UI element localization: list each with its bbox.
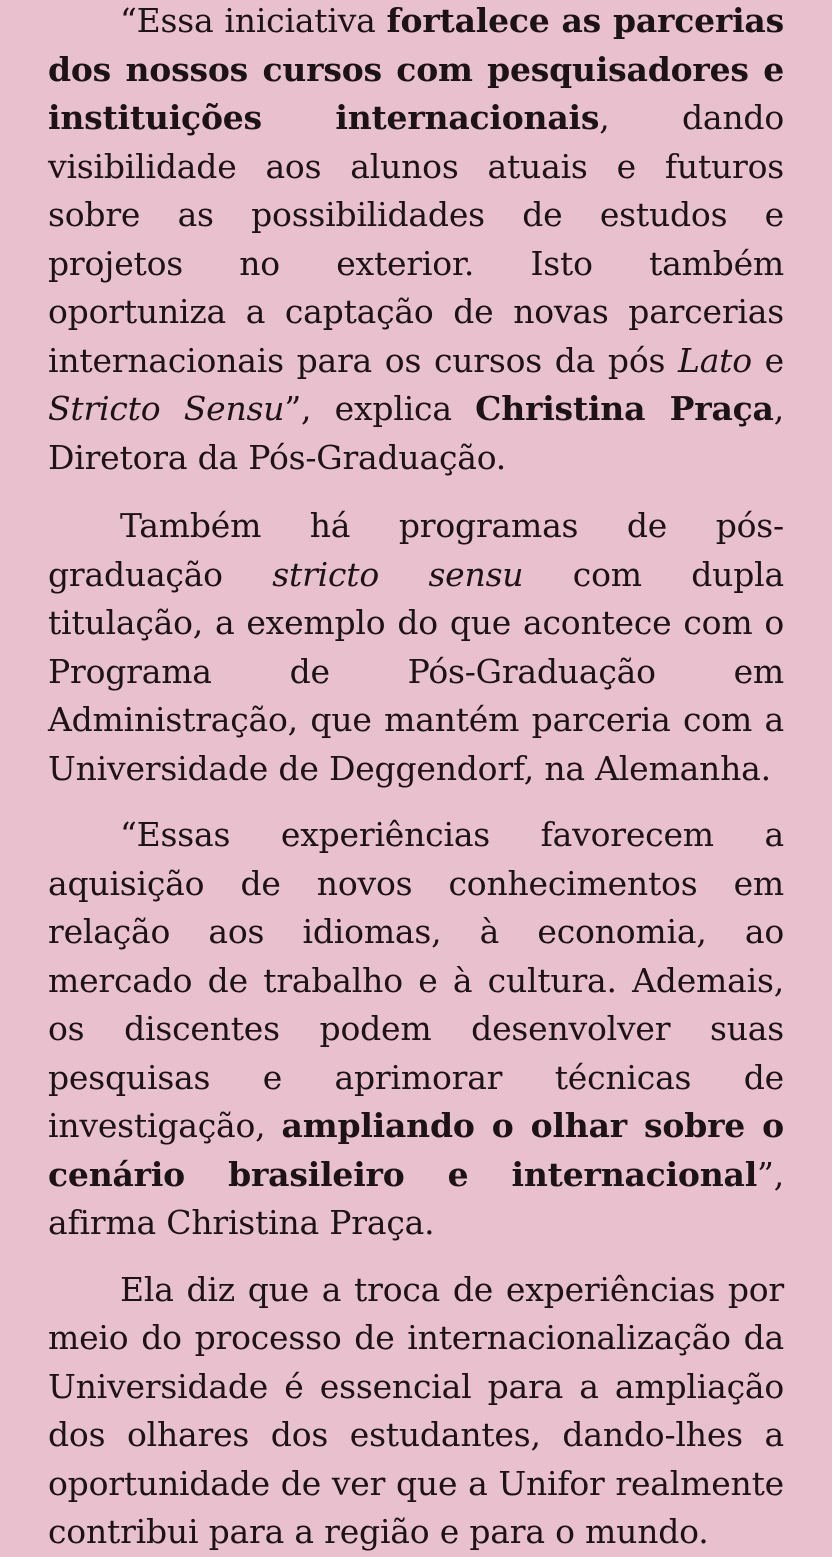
p1-italic-stricto-sensu: Stricto Sensu <box>48 389 285 428</box>
p1-text-4: ”, explica <box>284 389 476 428</box>
p2-text-2: com dupla titulação, a exemplo do que acontece com o Programa de Pós-Graduação em Administração, que mantém parceria com a Universidade de Deggendorf, na Alemanha. <box>48 554 784 788</box>
p1-text-3: e <box>751 340 784 380</box>
paragraph-1 <box>48 0 784 482</box>
p1-text-5: , Diretora da Pós-Graduação. <box>48 389 784 477</box>
p3-text-1: “Essas experiências favorecem a aquisição de novos conhecimentos em relação aos idiomas, à economia, ao mercado de trabalho e à cultura. Ademais, os discentes podem desenvolver suas pesquisas e aprimorar técnicas de investigação, <box>48 815 784 1145</box>
paragraph-2 <box>48 502 784 793</box>
p4-text-1: Ela diz que a troca de experiências por meio do processo de internacionalização da Universidade é essencial para a ampliação dos olhares dos estudantes, dando-lhes a oportunidade de ver que a Unifor realmente contribui para a região e para o mundo. <box>48 1269 784 1551</box>
p2-italic-stricto-sensu: stricto sensu <box>272 554 524 594</box>
paragraph-4 <box>48 1266 784 1557</box>
p1-text-1: “Essa iniciativa <box>120 1 387 40</box>
p1-bold-name: Christina Praça <box>475 389 774 428</box>
paragraph-3 <box>48 811 784 1248</box>
p1-italic-lato: Lato <box>677 340 752 380</box>
p3-text-2: ”, afirma Christina Praça. <box>48 1154 784 1242</box>
p1-text-2: , dando visibilidade aos alunos atuais e futuros sobre as possibilidades de estudos e projetos no exterior. Isto também oportuniza a captação de novas parcerias internacionais para os cursos da pós <box>48 98 784 380</box>
p1-bold-1: fortalece as parcerias dos nossos cursos com pesquisadores e instituições internacionais <box>48 1 784 137</box>
p2-text-1: Também há programas de pós-graduação <box>48 506 784 594</box>
p3-bold-1: ampliando o olhar sobre o cenário brasileiro e internacional <box>48 1106 784 1194</box>
